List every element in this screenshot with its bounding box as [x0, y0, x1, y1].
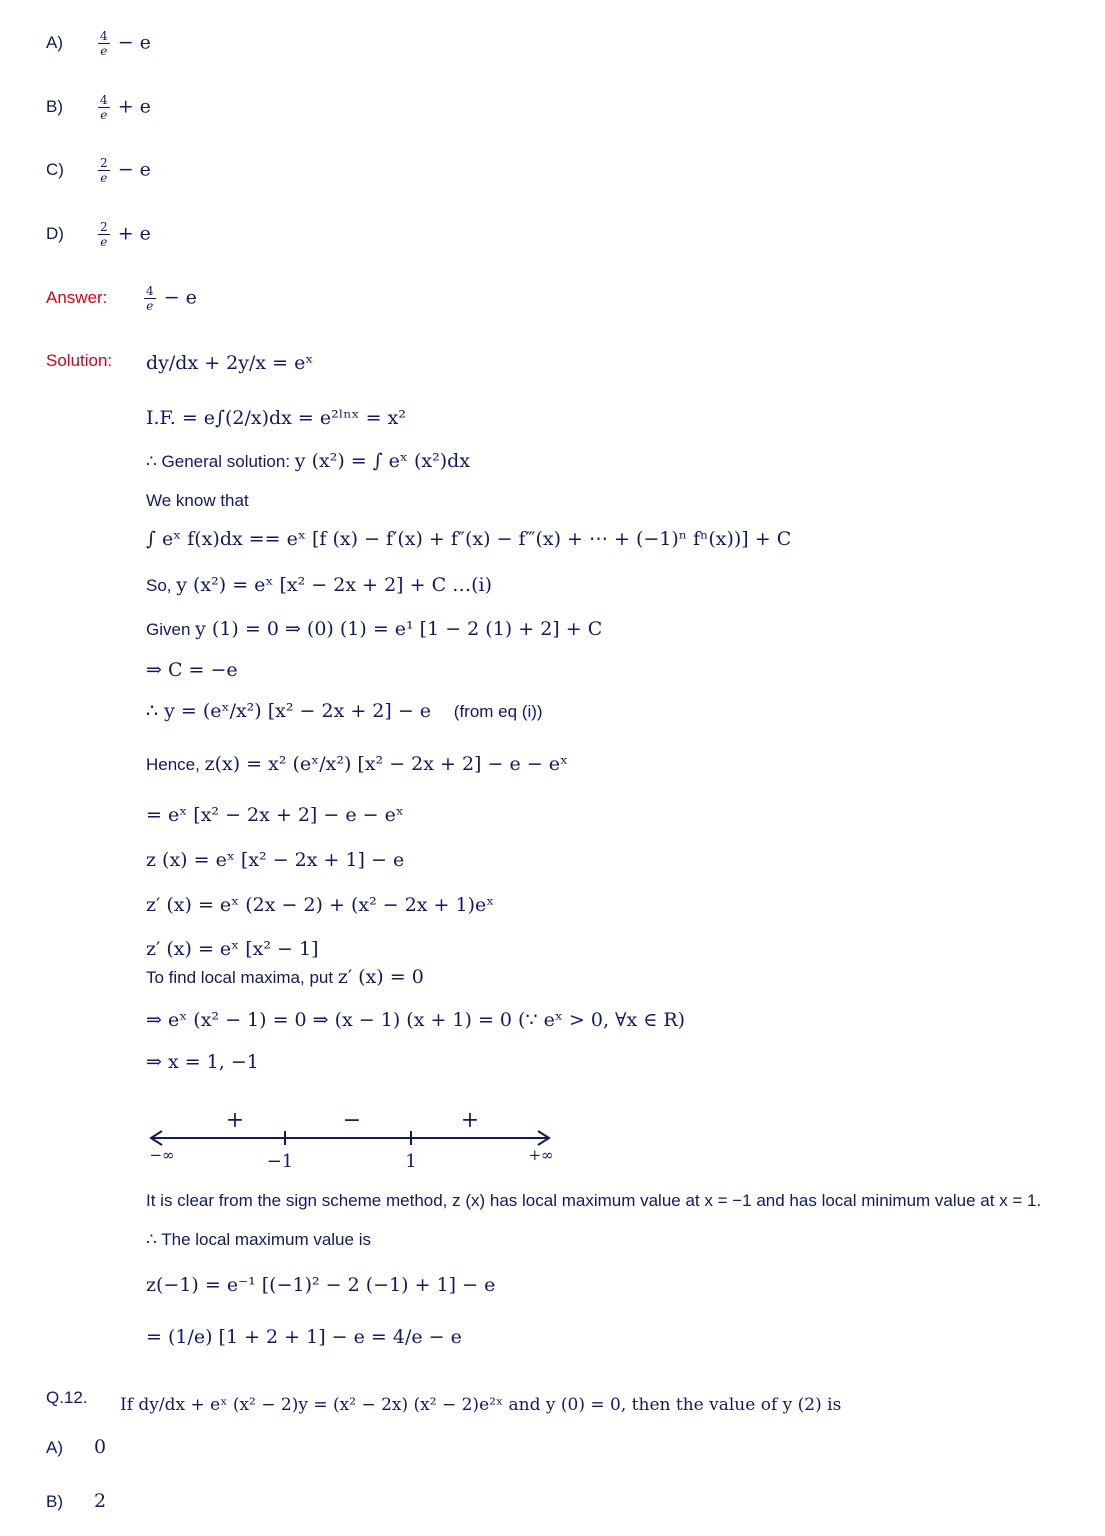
solution-line-10 — [146, 753, 568, 775]
solution-line-6-text: So, — [146, 576, 177, 595]
solution-line-15 — [146, 966, 424, 988]
label-minus-one: −1 — [266, 1151, 294, 1172]
label-pos-infinity: +∞ — [528, 1146, 554, 1164]
solution-line-19: ∴ The local maximum value is — [146, 1230, 371, 1249]
solution-line-9-math: ∴ y = (eˣ/x²) [x² − 2x + 2] − e — [146, 700, 432, 722]
solution-line-6 — [146, 574, 492, 596]
solution-line-14: z′ (x) = eˣ [x² − 1] — [146, 938, 319, 960]
option-c-label: C) — [46, 160, 64, 179]
question-text: If dy/dx + eˣ (x² − 2)y = (x² − 2x) (x² − 2)e²ˣ and y (0) = 0, then the value of y (2) is — [120, 1395, 842, 1415]
solution-line-1: dy/dx + 2y/x = eˣ — [146, 352, 314, 374]
solution-line-8: ⇒ C = −e — [146, 659, 238, 681]
option-b-label: B) — [46, 97, 63, 116]
solution-line-7 — [146, 618, 602, 640]
option-a-label: A) — [46, 33, 63, 52]
option-d-value: $\frac{2}{e}$ + e — [100, 220, 151, 249]
label-one: 1 — [405, 1151, 417, 1172]
solution-line-12: z (x) = eˣ [x² − 2x + 1] − e — [146, 849, 405, 871]
solution-line-2: I.F. = e∫(2/x)dx = e²ˡⁿˣ = x² — [146, 407, 406, 429]
q-option-b-value: 2 — [94, 1490, 107, 1512]
option-d-label: D) — [46, 224, 64, 243]
answer-value: $\frac{4}{e}$ − e — [146, 284, 197, 313]
solution-line-11: = eˣ [x² − 2x + 2] − e − eˣ — [146, 804, 404, 826]
solution-line-15-text: To find local maxima, put — [146, 968, 338, 987]
sign-1: + — [225, 1108, 245, 1133]
solution-line-7-math: y (1) = 0 ⇒ (0) (1) = e¹ [1 − 2 (1) + 2] + C — [195, 618, 603, 640]
sign-2: − — [342, 1108, 362, 1133]
q-option-a-label: A) — [46, 1438, 63, 1457]
answer-label: Answer: — [46, 288, 108, 307]
solution-line-10-math: z(x) = x² (eˣ/x²) [x² − 2x + 2] − e − eˣ — [204, 753, 568, 775]
solution-line-9 — [146, 700, 543, 722]
solution-line-7-text: Given — [146, 620, 196, 639]
solution-line-17: ⇒ x = 1, −1 — [146, 1051, 259, 1073]
solution-line-5: ∫ eˣ f(x)dx == eˣ [f (x) − f′(x) + f″(x) − f‴(x) + ⋯ + (−1)ⁿ fⁿ(x))] + C — [146, 528, 792, 550]
sign-3: + — [460, 1108, 480, 1133]
solution-line-9-text: (from eq (i)) — [453, 702, 543, 721]
option-b-value: $\frac{4}{e}$ + e — [100, 93, 151, 122]
solution-line-10-text: Hence, — [146, 755, 205, 774]
solution-line-21: = (1/e) [1 + 2 + 1] − e = 4/e − e — [146, 1326, 462, 1348]
solution-line-13: z′ (x) = eˣ (2x − 2) + (x² − 2x + 1)eˣ — [146, 894, 495, 916]
solution-line-3-text: ∴ General solution: — [146, 452, 295, 471]
option-c-value: $\frac{2}{e}$ − e — [100, 156, 151, 185]
solution-line-16: ⇒ eˣ (x² − 1) = 0 ⇒ (x − 1) (x + 1) = 0 (∵ eˣ > 0, ∀x ∈ R) — [146, 1009, 686, 1031]
solution-line-15-math: z′ (x) = 0 — [337, 966, 424, 988]
solution-line-3 — [146, 450, 470, 472]
solution-line-3-math: y (x²) = ∫ eˣ (x²)dx — [294, 450, 471, 472]
question-number: Q.12. — [46, 1388, 88, 1407]
solution-line-20: z(−1) = e⁻¹ [(−1)² − 2 (−1) + 1] − e — [146, 1274, 496, 1296]
label-neg-infinity: −∞ — [149, 1146, 175, 1164]
solution-label: Solution: — [46, 351, 113, 370]
solution-line-18: It is clear from the sign scheme method, z (x) has local maximum value at x = −1 and has local minimum value at x = 1. — [146, 1191, 1042, 1210]
solution-line-4: We know that — [146, 491, 249, 510]
option-a-value: $\frac{4}{e}$ − e — [100, 29, 151, 58]
q-option-b-label: B) — [46, 1492, 63, 1511]
q-option-a-value: 0 — [94, 1436, 107, 1458]
sign-scheme-number-line — [140, 1100, 570, 1175]
solution-line-6-math: y (x²) = eˣ [x² − 2x + 2] + C …(i) — [176, 574, 493, 596]
